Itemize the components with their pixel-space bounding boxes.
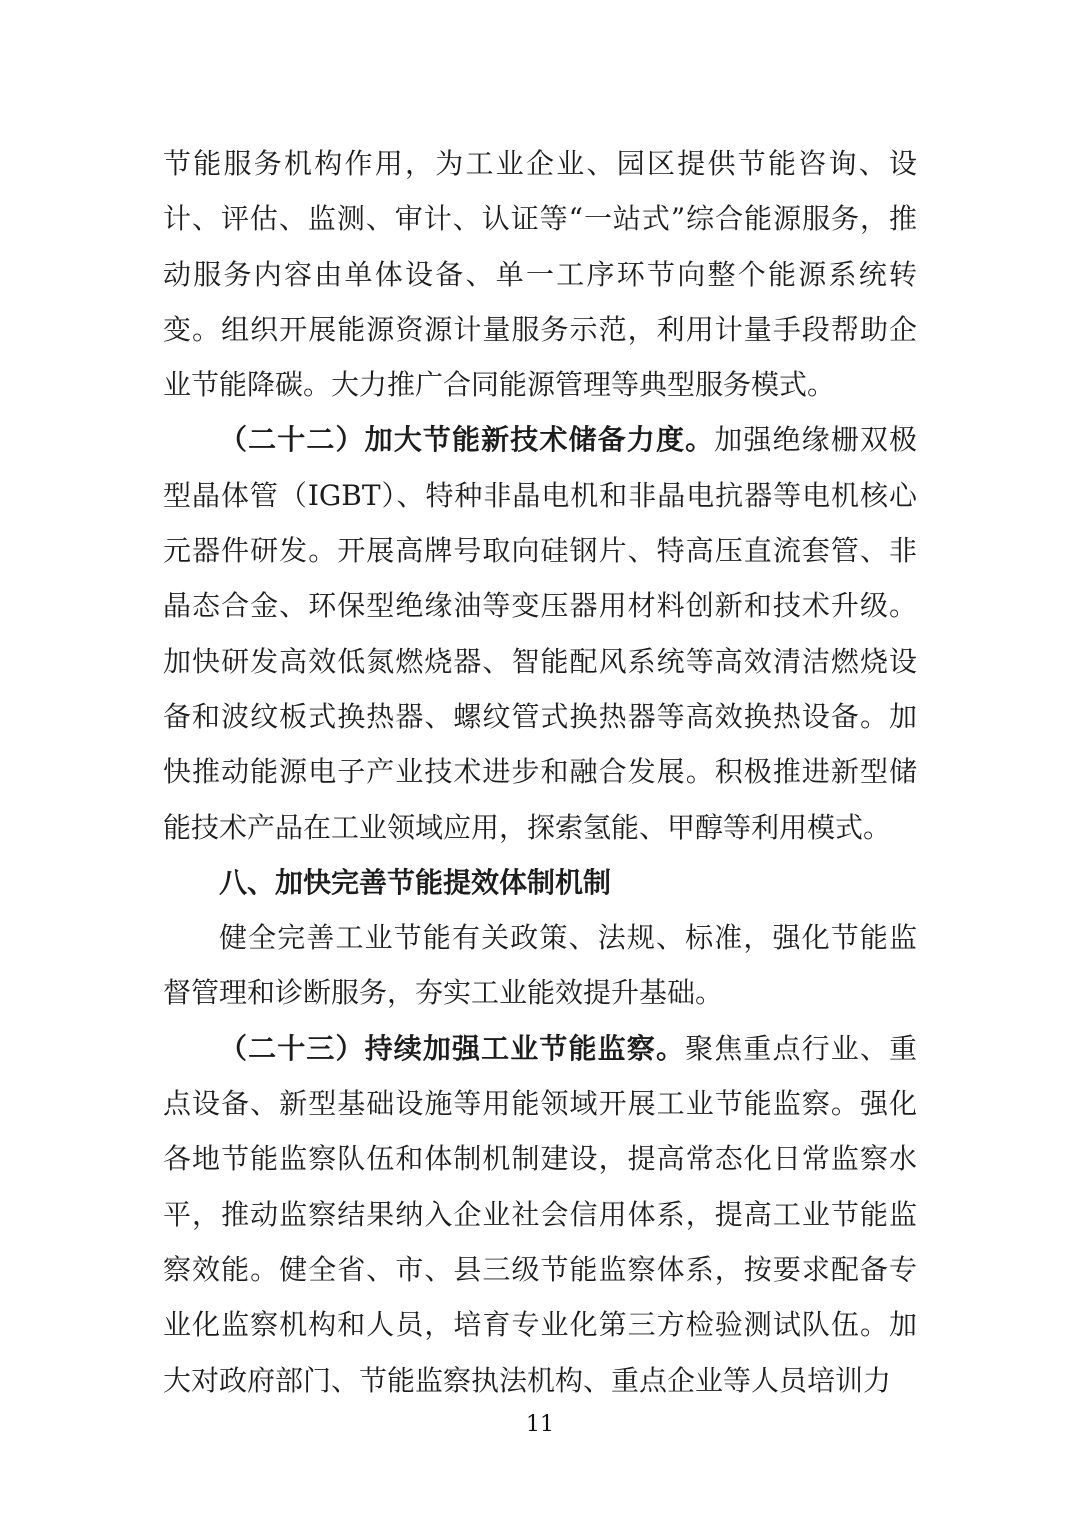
paragraph <box>163 1021 917 1408</box>
paragraph-lead-bold: （二十二）加大节能新技术储备力度。 <box>219 423 715 457</box>
document-body <box>163 136 917 1408</box>
paragraph-text: 加强绝缘栅双极型晶体管（IGBT）、特种非晶电机和非晶电抗器等电机核心元器件研发。开展高牌号取向硅钢片、特高压直流套管、非晶态合金、环保型绝缘油等变压器用材料创新和技术升级。加快研发高效低氮燃烧器、智能配风系统等高效清洁燃烧设备和波纹板式换热器、螺纹管式换热器等高效换热设备。加快推动能源电子产业技术进步和融合发展。积极推进新型储能技术产品在工业领域应用，探索氢能、甲醇等利用模式。 <box>163 423 917 844</box>
paragraph-lead-bold: （二十三）持续加强工业节能监察。 <box>219 1031 686 1065</box>
paragraph <box>163 136 917 412</box>
paragraph <box>163 910 917 1021</box>
paragraph <box>163 412 917 854</box>
page-number: 11 <box>526 1412 554 1437</box>
paragraph-lead-bold: 八、加快完善节能提效体制机制 <box>219 866 612 898</box>
paragraph-text: 节能服务机构作用，为工业企业、园区提供节能咨询、设计、评估、监测、审计、认证等“一站式”综合能源服务，推动服务内容由单体设备、单一工序环节向整个能源系统转变。组织开展能源资源计量服务示范，利用计量手段帮助企业节能降碳。大力推广合同能源管理等典型服务模式。 <box>163 147 917 402</box>
paragraph-text: 聚焦重点行业、重点设备、新型基础设施等用能领域开展工业节能监察。强化各地节能监察队伍和体制机制建设，提高常态化日常监察水平，推动监察结果纳入企业社会信用体系，提高工业节能监察效能。健全省、市、县三级节能监察体系，按要求配备专业化监察机构和人员，培育专业化第三方检验测试队伍。加大对政府部门、节能监察执法机构、重点企业等人员培训力 <box>163 1031 917 1397</box>
section-heading <box>163 855 917 910</box>
paragraph-text: 健全完善工业节能有关政策、法规、标准，强化节能监督管理和诊断服务，夯实工业能效提升基础。 <box>163 921 917 1010</box>
